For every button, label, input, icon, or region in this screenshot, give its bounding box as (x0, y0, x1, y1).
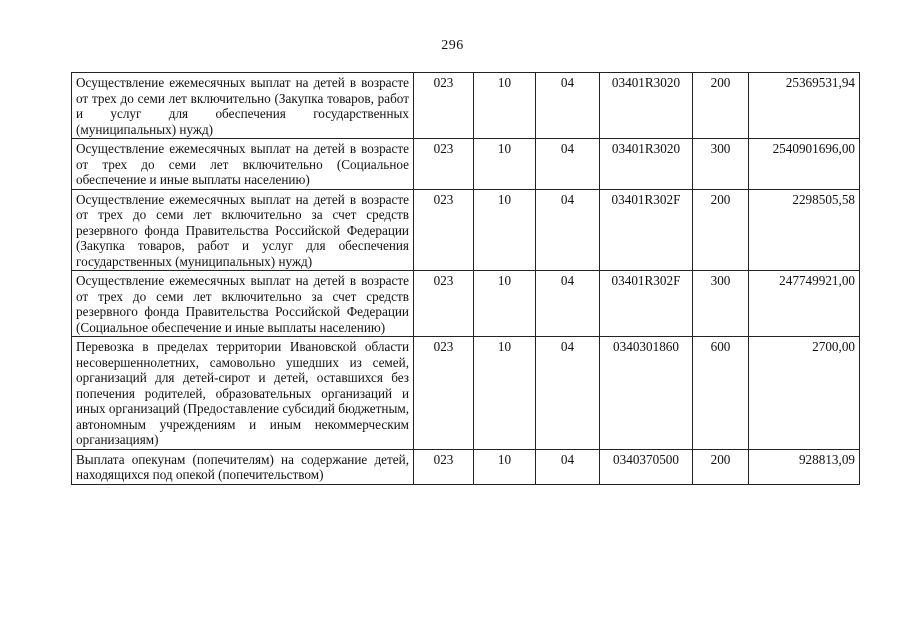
table-row (72, 271, 860, 337)
row-csr-code: 03401R302F (600, 271, 693, 337)
table-row (72, 449, 860, 484)
row-razdel-code: 10 (474, 139, 536, 190)
row-csr-code: 03401R302F (600, 189, 693, 271)
row-amount: 25369531,94 (749, 73, 860, 139)
row-vr-code: 200 (693, 73, 749, 139)
row-description: Выплата опекунам (попечителям) на содержание детей, находящихся под опекой (попечительством) (72, 449, 414, 484)
table-row (72, 73, 860, 139)
row-csr-code: 03401R3020 (600, 73, 693, 139)
row-csr-code: 0340301860 (600, 337, 693, 450)
row-amount: 2540901696,00 (749, 139, 860, 190)
row-amount: 928813,09 (749, 449, 860, 484)
table-row (72, 189, 860, 271)
row-vr-code: 300 (693, 139, 749, 190)
row-ved-code: 023 (414, 271, 474, 337)
row-razdel-code: 10 (474, 73, 536, 139)
row-csr-code: 03401R3020 (600, 139, 693, 190)
row-description: Перевозка в пределах территории Ивановской области несовершеннолетних, самовольно ушедших из семей, организаций для детей-сирот и детей, оставшихся без попечения родителей, образовательных организаций и иных организаций (Предоставление субсидий бюджетным, автономным учреждениям и иным некоммерческим организациям) (72, 337, 414, 450)
row-ved-code: 023 (414, 139, 474, 190)
row-razdel-code: 10 (474, 449, 536, 484)
row-amount: 247749921,00 (749, 271, 860, 337)
table-row (72, 139, 860, 190)
page-number: 296 (441, 38, 464, 53)
row-razdel-code: 10 (474, 337, 536, 450)
row-vr-code: 200 (693, 449, 749, 484)
row-vr-code: 300 (693, 271, 749, 337)
row-podrazdel-code: 04 (536, 449, 600, 484)
budget-table-body (72, 73, 860, 485)
table-row (72, 337, 860, 450)
row-ved-code: 023 (414, 337, 474, 450)
row-vr-code: 600 (693, 337, 749, 450)
row-podrazdel-code: 04 (536, 337, 600, 450)
row-vr-code: 200 (693, 189, 749, 271)
row-description: Осуществление ежемесячных выплат на детей в возрасте от трех до семи лет включительно за счет средств резервного фонда Правительства Российской Федерации (Закупка товаров, работ и услуг для обеспечения государственных (муниципальных) нужд) (72, 189, 414, 271)
row-podrazdel-code: 04 (536, 189, 600, 271)
row-description: Осуществление ежемесячных выплат на детей в возрасте от трех до семи лет включительно (Закупка товаров, работ и услуг для обеспечения государственных (муниципальных) нужд) (72, 73, 414, 139)
row-podrazdel-code: 04 (536, 73, 600, 139)
row-csr-code: 0340370500 (600, 449, 693, 484)
row-description: Осуществление ежемесячных выплат на детей в возрасте от трех до семи лет включительно (Социальное обеспечение и иные выплаты населению) (72, 139, 414, 190)
row-podrazdel-code: 04 (536, 271, 600, 337)
row-amount: 2298505,58 (749, 189, 860, 271)
budget-table (71, 72, 860, 485)
row-podrazdel-code: 04 (536, 139, 600, 190)
row-ved-code: 023 (414, 73, 474, 139)
row-razdel-code: 10 (474, 271, 536, 337)
row-amount: 2700,00 (749, 337, 860, 450)
row-razdel-code: 10 (474, 189, 536, 271)
row-ved-code: 023 (414, 189, 474, 271)
row-ved-code: 023 (414, 449, 474, 484)
row-description: Осуществление ежемесячных выплат на детей в возрасте от трех до семи лет включительно за счет средств резервного фонда Правительства Российской Федерации (Социальное обеспечение и иные выплаты населению) (72, 271, 414, 337)
